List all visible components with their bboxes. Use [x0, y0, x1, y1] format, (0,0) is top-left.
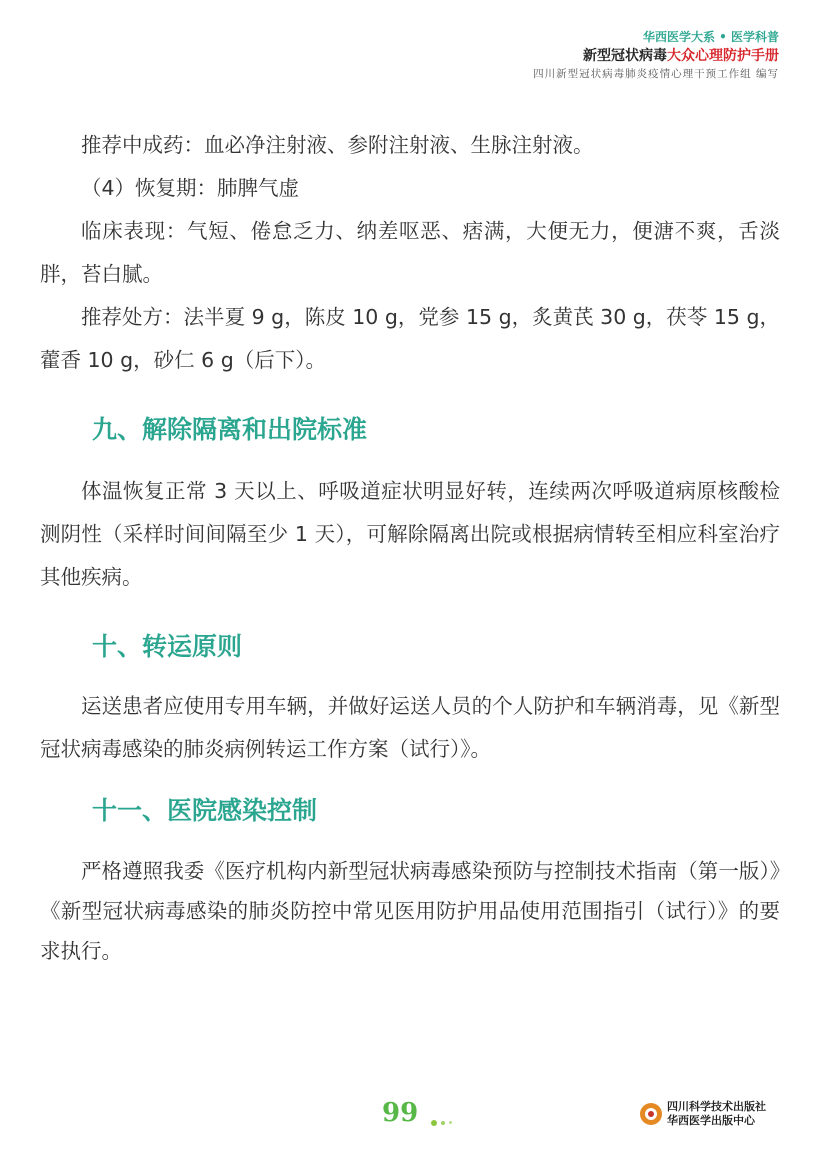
page-header [533, 28, 779, 82]
book-title [533, 46, 779, 66]
paragraph-recovery-stage: （4）恢复期：肺脾气虚 [81, 176, 300, 200]
page-body [40, 124, 780, 971]
paragraph-prescription: 推荐处方：法半夏 9 g，陈皮 10 g，党参 15 g，炙黄芪 30 g，茯苓 15 g，藿香 10 g，砂仁 6 g（后下）。 [40, 305, 780, 372]
series-title: 华西医学大系 • 医学科普 [642, 30, 779, 44]
paragraph-recommended-medicine: 推荐中成药：血必净注射液、参附注射液、生脉注射液。 [81, 133, 594, 157]
paragraph-clinical-manifestation: 临床表现：气短、倦怠乏力、纳差呕恶、痞满，大便无力，便溏不爽，舌淡胖，苔白腻。 [40, 219, 780, 286]
section-heading-infection-control: 十一、医院感染控制 [92, 796, 318, 825]
publisher-block [640, 1100, 766, 1128]
paragraph-discharge-criteria: 体温恢复正常 3 天以上、呼吸道症状明显好转，连续两次呼吸道病原核酸检测阴性（采样时间间隔至少 1 天），可解除隔离出院或根据病情转至相应科室治疗其他疾病。 [40, 479, 780, 589]
publisher-logo-icon [640, 1103, 662, 1125]
book-title-black: 新型冠状病毒 [583, 48, 667, 64]
section-heading-transfer: 十、转运原则 [92, 632, 243, 661]
paragraph-infection-control: 严格遵照我委《医疗机构内新型冠状病毒感染预防与控制技术指南（第一版）》《新型冠状病毒感染的肺炎防控中常见医用防护用品使用范围指引（试行）》的要求执行。 [40, 859, 780, 963]
paragraph-transfer-principle: 运送患者应使用专用车辆，并做好运送人员的个人防护和车辆消毒，见《新型冠状病毒感染的肺炎病例转运工作方案（试行）》。 [40, 694, 780, 761]
book-title-red: 大众心理防护手册 [667, 48, 779, 64]
section-heading-discharge: 九、解除隔离和出院标准 [92, 415, 368, 444]
publisher-center: 华西医学出版中心 [667, 1114, 755, 1127]
page-number: 99 [382, 1098, 419, 1128]
publisher-name: 四川科学技术出版社 [667, 1100, 766, 1113]
editor-line: 四川新型冠状病毒肺炎疫情心理干预工作组 编写 [533, 68, 779, 80]
page-dots-decoration [431, 1112, 456, 1131]
publisher-text [667, 1100, 766, 1128]
